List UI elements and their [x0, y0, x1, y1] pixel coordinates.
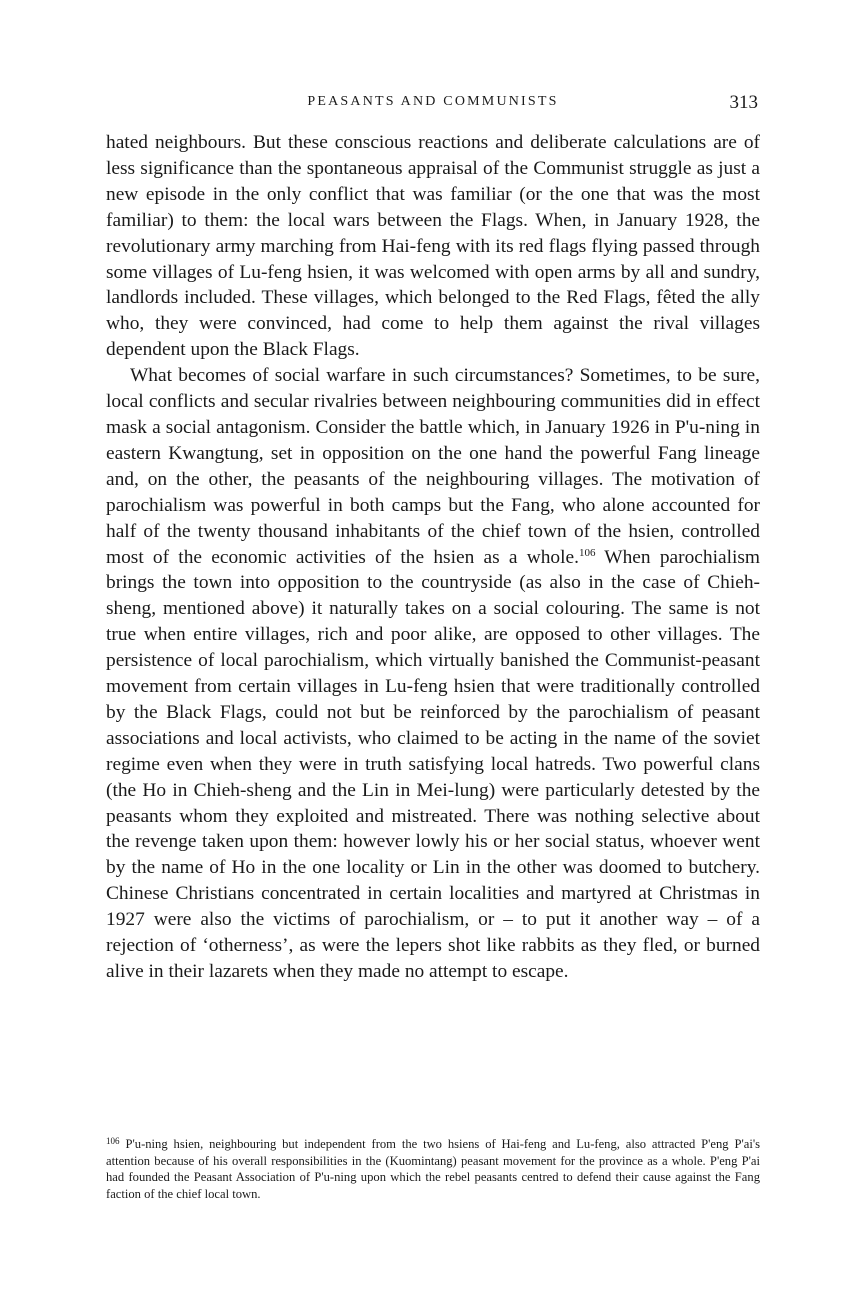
running-head: [106, 92, 760, 116]
footnote: [106, 1133, 760, 1202]
running-title: PEASANTS AND COMMUNISTS: [307, 94, 559, 109]
body-text: [106, 130, 760, 985]
footnote-number: 106: [106, 1136, 120, 1146]
paragraph-text: When parochialism brings the town into opposition to the countryside (as also in the case of Chieh-sheng, mentioned above) it naturally takes on a social colouring. The same is not true when entire villages, rich and poor alike, are opposed to other villages. The persistence of local parochialism, which virtually banished the Communist-peasant movement from certain villages in Lu-feng hsien that were traditionally controlled by the Black Flags, could not but be reinforced by the parochialism of peasant associations and local activists, who claimed to be acting in the name of the soviet regime even when they were in truth satisfying local hatreds. Two powerful clans (the Ho in Chieh-sheng and the Lin in Mei-lung) were particularly detested by the peasants whom they exploited and mistreated. There was nothing selective about the revenge taken upon them: however lowly his or her social status, whoever went by the name of Ho in the one locality or Lin in the other was doomed to butchery. Chinese Christians concentrated in certain localities and martyred at Christmas in 1927 were also the victims of parochialism, or – to put it another way – of a rejection of ‘otherness’, as were the lepers shot like rabbits as they fled, or burned alive in their lazarets when they made no attempt to escape.: [106, 546, 760, 982]
page-number: 313: [729, 92, 758, 113]
footnote-reference[interactable]: 106: [578, 546, 596, 559]
paragraph: [106, 363, 760, 985]
footnote-text: P'u-ning hsien, neighbouring but independent from the two hsiens of Hai-feng and Lu-feng, also attracted P'eng P'ai's attention because of his overall responsibilities in the (Kuomintang) peasant movement for the province as a whole. P'eng P'ai had founded the Peasant Association of P'u-ning upon which the rebel peasants centred to defend their cause against the Fang faction of the chief local town.: [106, 1137, 760, 1201]
paragraph: hated neighbours. But these conscious reactions and deliberate calculations are of less significance than the spontaneous appraisal of the Communist struggle as just a new episode in the only conflict that was familiar (or the one that was the most familiar) to them: the local wars between the Flags. When, in January 1928, the revolutionary army marching from Hai-feng with its red flags flying passed through some villages of Lu-feng hsien, it was welcomed with open arms by all and sundry, landlords included. These villages, which belonged to the Red Flags, fêted the ally who, they were convinced, had come to help them against the rival villages dependent upon the Black Flags.: [106, 132, 760, 361]
paragraph-text: What becomes of social warfare in such circumstances? Sometimes, to be sure, local conflicts and secular rivalries between neighbouring communities did in effect mask a social antagonism. Consider the battle which, in January 1926 in P'u-ning in eastern Kwangtung, set in opposition on the one hand the powerful Fang lineage and, on the other, the peasants of the neighbouring villages. The motivation of parochialism was powerful in both camps but the Fang, who alone accounted for half of the twenty thousand inhabitants of the chief town of the hsien, controlled most of the economic activities of the hsien as a whole.: [106, 365, 760, 568]
